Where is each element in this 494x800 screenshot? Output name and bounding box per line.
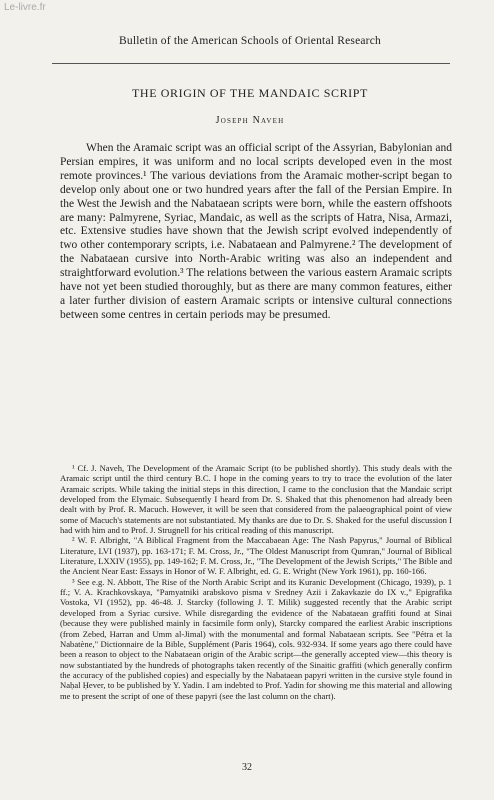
header-rule: [52, 63, 450, 64]
body-paragraph: When the Aramaic script was an official script of the Assyrian, Babylonian and Persian empires, it was uniform and no local scripts developed even in the most remote provinces.¹ The various deviations from the Aramaic mother-script began to develop only about one or two hundred years after the fall of the Persian Empire. In the West the Jewish and the Nabataean scripts were born, while the eastern offshoots are many: Palmyrene, Syriac, Mandaic, as well as the scripts of Hatra, Nisa, Armazi, etc. Extensive studies have shown that the Jewish script evolved independently of two other contemporary scripts, i.e. Nabataean and Palmyrene.² The development of the Nabataean cursive into North-Arabic writing was also an independent and straightforward evolution.³ The relations between the various eastern Aramaic scripts have not yet been studied thoroughly, but as there are many common features, either a later further division of eastern Aramaic scripts or intensive cultural connections between some centres in certain periods may be presumed.: [60, 142, 452, 321]
article-author: Joseph Naveh: [215, 115, 285, 126]
footnote-2: ² W. F. Albright, "A Biblical Fragment from the Maccabaean Age: The Nash Papyrus," Journal of Biblical Literature, LVI (1937), pp. 163-171; F. M. Cross, Jr., "The Oldest Manuscript from Qumran," Journal of Biblical Literature, LXXIV (1955), pp. 149-162; F. M. Cross, Jr., "The Development of the Jewish Scripts," The Bible and the Ancient Near East: Essays in Honor of W. F. Albright, ed. G. E. Wright (New York 1961), pp. 160-166.: [60, 535, 452, 577]
footnote-1: ¹ Cf. J. Naveh, The Development of the Aramaic Script (to be published shortly). This study deals with the Aramaic script until the third century B.C. I hope in the coming years to try to trace the evolution of the later Aramaic scripts. While taking the initial steps in this direction, I came to the conclusion that the Mandaic script developed from the Elymaic. Subsequently I heard from Dr. S. Shaked that this phenomenon had already been dealt with by Prof. R. Macuch. However, it will be seen that considered from the palaeographical point of view some of Macuch's statements are not substantiated. My thanks are due to Dr. S. Shaked for the useful discussion I had with him and to Prof. J. Strugnell for his critical reading of this manuscript.: [60, 463, 452, 536]
article-title: THE ORIGIN OF THE MANDAIC SCRIPT: [132, 86, 368, 100]
running-head: Bulletin of the American Schools of Oriental Research: [119, 35, 381, 47]
watermark: Le-livre.fr: [4, 2, 46, 13]
footnote-3: ³ See e.g. N. Abbott, The Rise of the North Arabic Script and its Kuranic Development (Chicago, 1939), p. 1 ff.; V. A. Krachkovskaya, "Pamyatniki arabskovo pisma v Sredney Azii i Zakavkazie do IX v.," Epigrafika Vostoka, VI (1952), pp. 46-48. J. Starcky (following J. T. Milik) suggested recently that the Arabic script developed from a Syriac cursive. While disregarding the evidence of the Nabataean graffiti found at Sinai (because they were published mainly in facsimile form only), Starcky compared the earliest Arabic inscriptions (from Zebed, Harran and Umm al-Jimal) with the monumental and formal Nabataean scripts. See "Pétra et la Nabatène," Dictionnaire de la Bible, Supplément (Paris 1964), cols. 932-934. If some years ago there could have been a reason to object to the Nabataean origin of the Arabic script—the generally accepted view—this theory is now substantiated by the hundreds of photographs taken recently of the Sinaitic graffiti (which generally confirm the accuracy of the published copies) and especially by the Nabataean papyri written in the cursive style found in Naḥal Ḥever, to be published by Y. Yadin. I am indebted to Prof. Yadin for showing me this material and allowing me to present the script of one of these papyri (see the last column on the chart).: [60, 576, 452, 701]
page-number: 32: [242, 762, 252, 773]
footnotes: [60, 463, 452, 701]
